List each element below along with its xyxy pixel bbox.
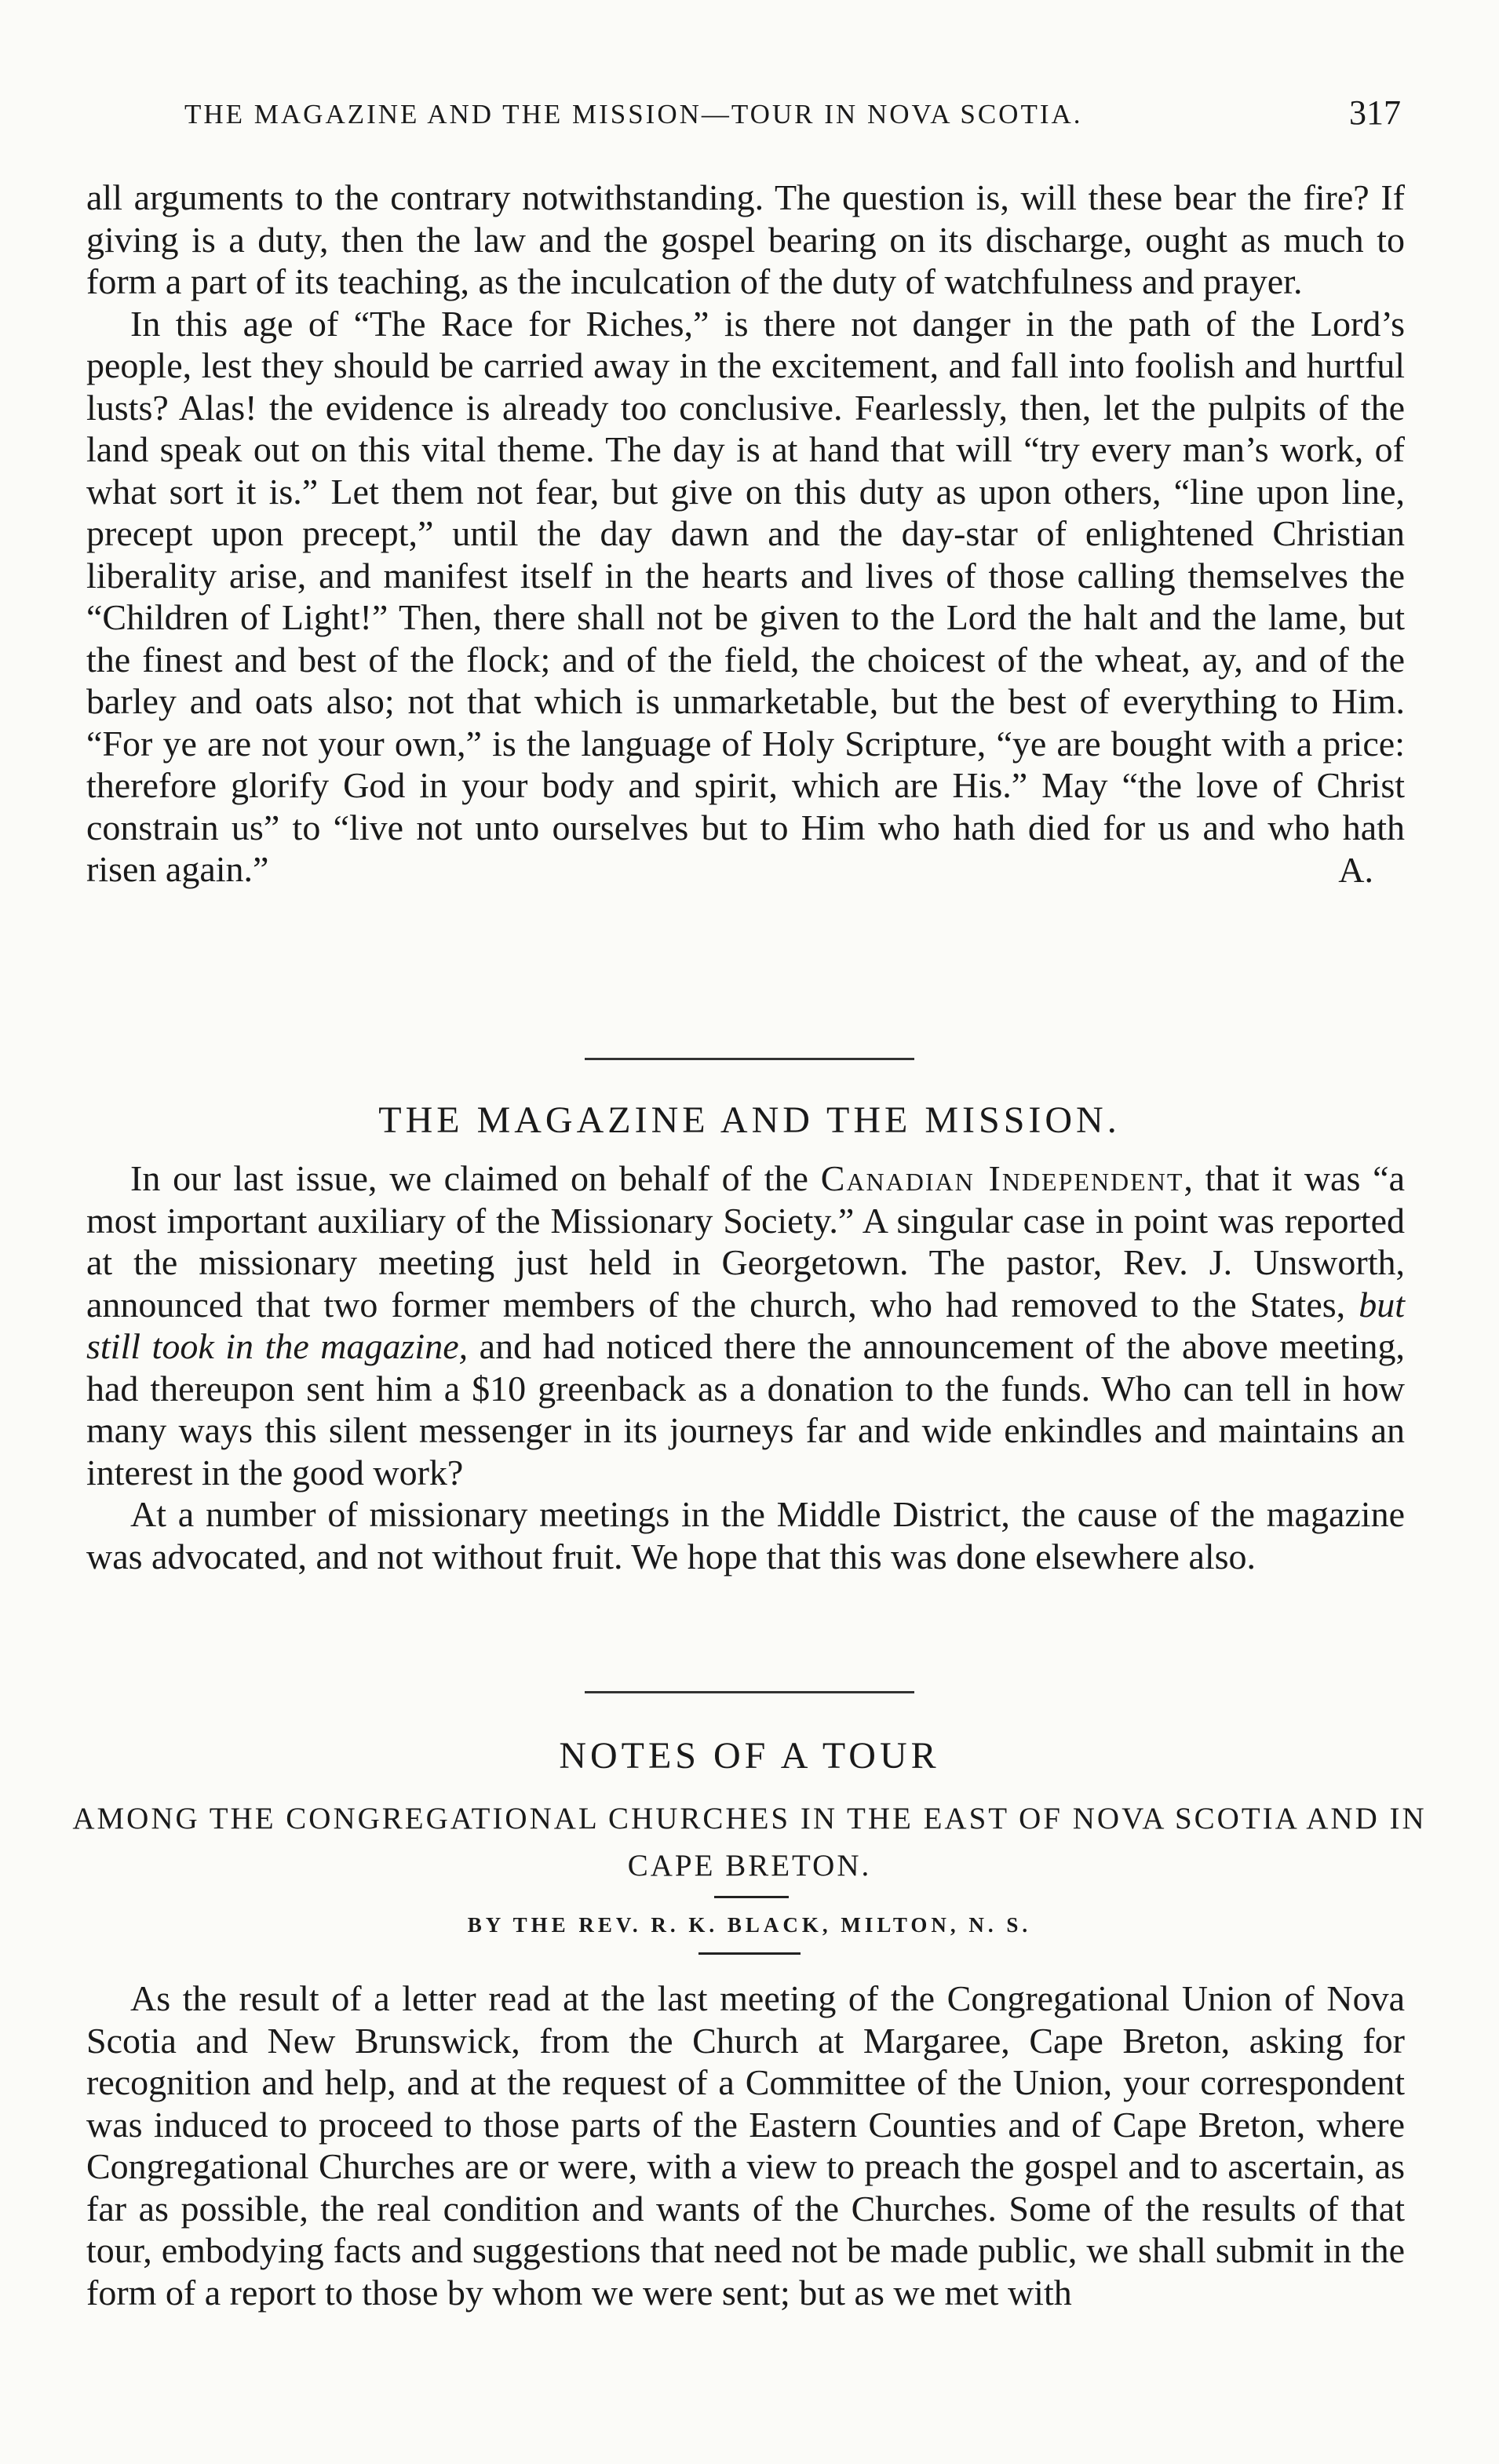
byline: BY THE REV. R. K. BLACK, MILTON, N. S. (467, 1913, 1032, 1937)
text-run: , that it was “a most important auxiliary of the Missionary Society.” A singular case in point was reported at the missionary meeting just held in Georgetown. The pastor, Rev. J. Unsworth, announced that two former members of the church, who had removed to the States, (86, 1158, 1405, 1325)
paragraph (86, 1157, 1405, 1493)
journal-name: Canadian Independent (820, 1158, 1184, 1198)
magazine-article-body (86, 1157, 1405, 1577)
paragraph: In this age of “The Race for Riches,” is there not danger in the path of the Lord’s people, lest they should be carried away in the excitement, and fall into foolish and hurtful lusts? Alas! the evidence is already too conclusive. Fearlessly, then, let the pulpits of the land speak out on this vital theme. The day is at hand that will “try every man’s work, of what sort it is.” Let them not fear, but give on this duty as upon others, “line upon line, precept upon precept,” until the day dawn and the day-star of enlightened Christian liberality arise, and manifest itself in the hearts and lives of those calling themselves the “Children of Light!” Then, there shall not be given to the Lord the halt and the lame, but the finest and best of the flock; and of the field, the choicest of the wheat, ay, and of the barley and oats also; not that which is unmarketable, but the best of everything to Him. “For ye are not your own,” is the language of Holy Scripture, “ye are bought with a price: therefore glorify God in your body and spirit, which are His.” May “the love of Christ constrain us” to “live not unto ourselves but to Him who hath died for us and who hath risen again.” (86, 303, 1405, 889)
paragraph: At a number of missionary meetings in the Middle District, the cause of the magazine was advocated, and not without fruit. We hope that this was done elsewhere also. (86, 1494, 1405, 1576)
article-heading: THE MAGAZINE AND THE MISSION. (378, 1099, 1121, 1141)
section-divider-ornament (0, 1058, 1499, 1060)
section-divider-ornament (0, 1691, 1499, 1693)
page-number: 317 (1349, 93, 1401, 132)
previous-article-continuation (86, 177, 1405, 891)
short-rule (698, 1952, 801, 1955)
author-signature: A. (1338, 849, 1373, 890)
running-head-title: THE MAGAZINE AND THE MISSION—TOUR IN NOVA SCOTIA. (184, 99, 1083, 129)
paragraph: As the result of a letter read at the last meeting of the Congregational Union of Nova Scotia and New Brunswick, from the Church at Margaree, Cape Breton, asking for recognition and help, and at the request of a Committee of the Union, your correspondent was induced to proceed to those parts of the Eastern Counties and of Cape Breton, where Congregational Churches are or were, with a view to preach the gospel and to ascertain, as far as possible, the real condition and wants of the Churches. Some of the results of that tour, embodying facts and suggestions that need not be made public, we shall submit in the form of a report to those by whom we were sent; but as we met with (86, 1978, 1405, 2313)
italic-phrase: but still took in the magazine, (86, 1284, 1405, 1366)
article-heading: NOTES OF A TOUR (559, 1735, 940, 1777)
tour-article-body (86, 1977, 1405, 2313)
text-run: In our last issue, we claimed on behalf of the (130, 1158, 821, 1198)
paragraph: all arguments to the contrary notwithstanding. The question is, will these bear the fire? If giving is a duty, then the law and the gospel bearing on its discharge, ought as much to form a part of its teaching, as the inculcation of the duty of watchfulness and prayer. (86, 177, 1405, 301)
short-rule (714, 1896, 789, 1898)
text-run: and had noticed there the announcement of the above meeting, had thereupon sent him a $10 greenback as a donation to the funds. Who can tell in how many ways this silent messenger in its journeys far and wide enkindles and maintains an interest in the good work? (86, 1326, 1405, 1493)
article-subheading: AMONG THE CONGREGATIONAL CHURCHES IN THE EAST OF NOVA SCOTIA AND IN CAPE BRETON. (72, 1802, 1427, 1883)
